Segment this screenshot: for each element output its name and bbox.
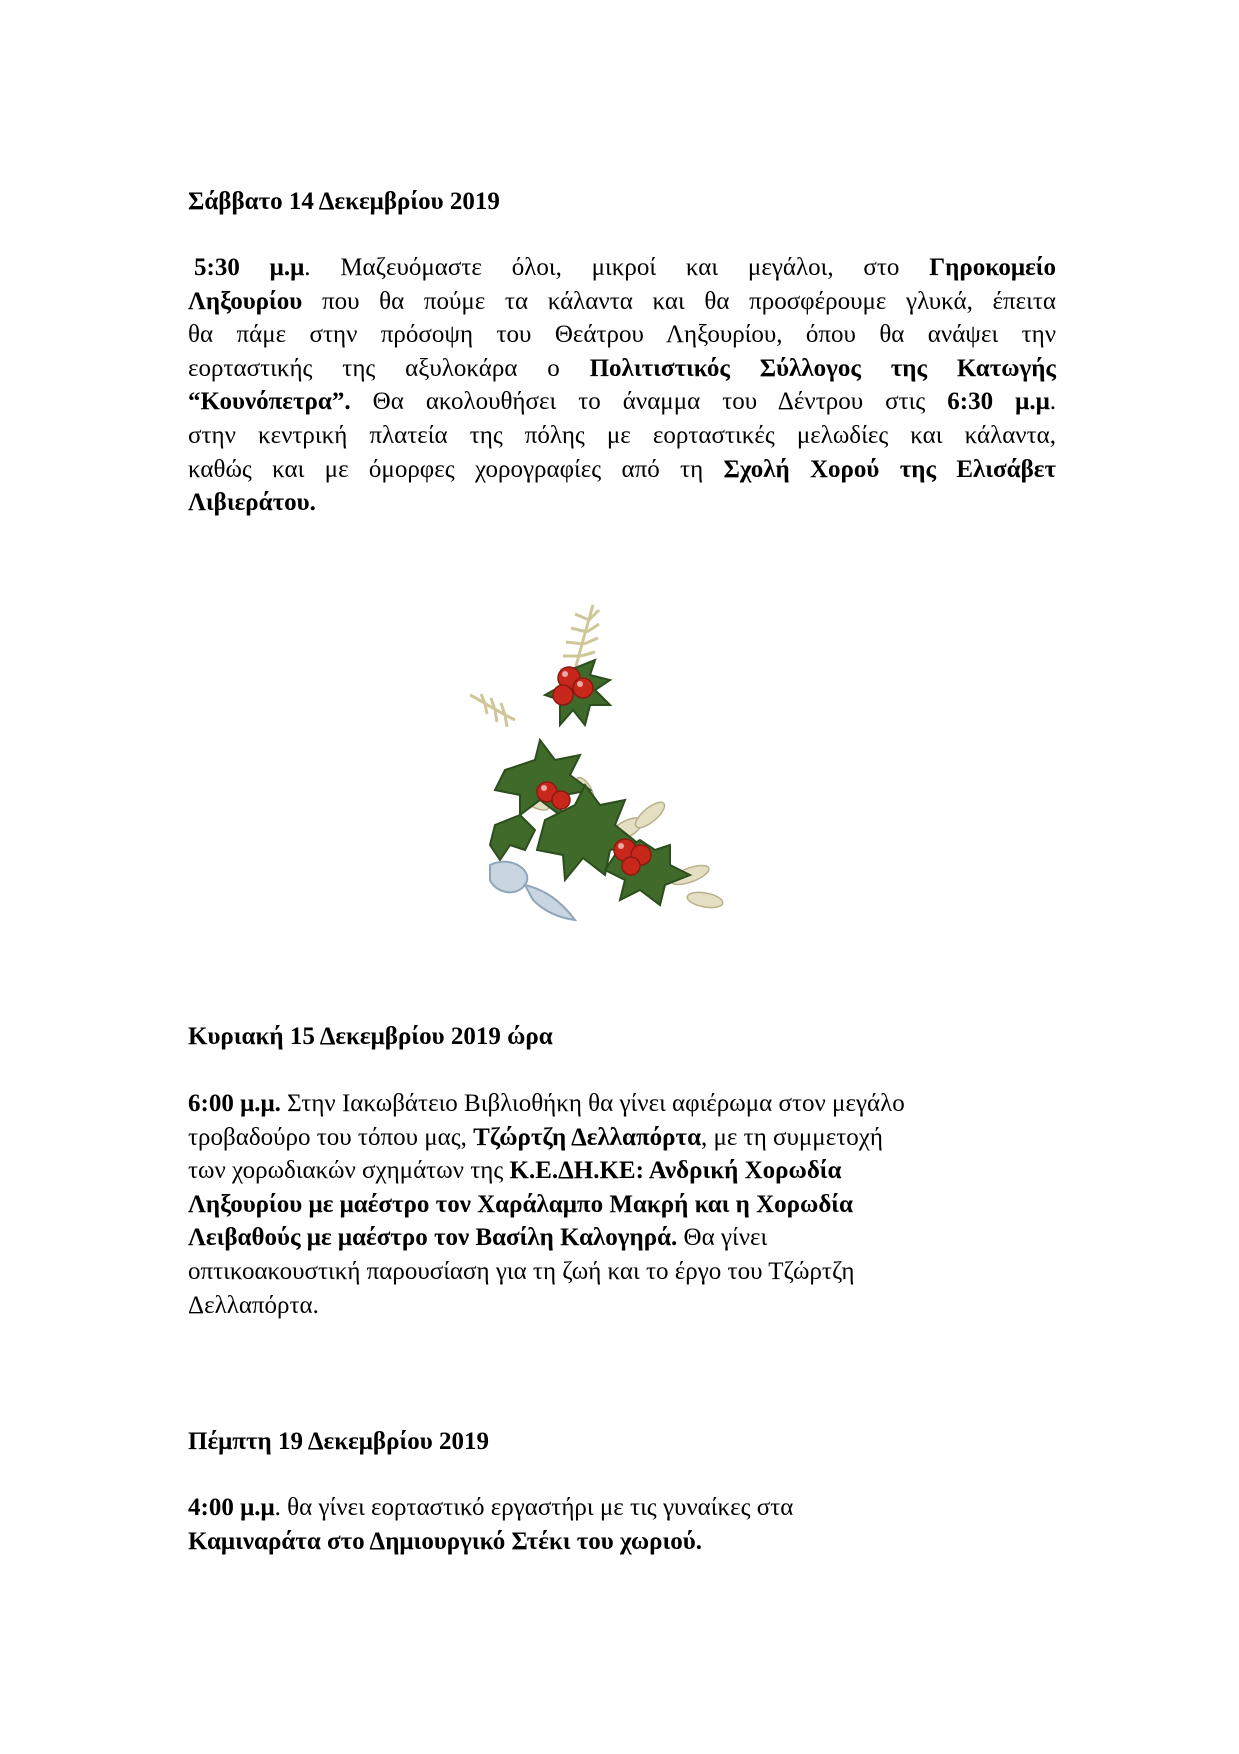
- text-line: [188, 1154, 1088, 1188]
- time-label: 6:00 μ.μ.: [188, 1090, 281, 1117]
- text-line: [188, 1188, 1088, 1222]
- organization-name: Ληξουρίου με μαέστρο τον Χαράλαμπο Μακρή και η Χορωδία: [188, 1190, 854, 1218]
- text-line: [188, 486, 1056, 520]
- text-run: Στην Ιακωβάτειο Βιβλιοθήκη θα γίνει αφιέρωμα στον μεγάλο: [280, 1090, 905, 1117]
- text-line: [188, 285, 1056, 319]
- text-run: Θα ακολουθήσει το άναμμα του Δέντρου στις: [350, 388, 948, 416]
- section-1-paragraph: [188, 251, 1056, 520]
- section-3-paragraph: [188, 1491, 1088, 1558]
- text-line: θα πάμε στην πρόσοψη του Θεάτρου Ληξουρίου, όπου θα ανάψει την: [188, 321, 1056, 349]
- organization-name: “Κουνόπετρα”.: [188, 388, 351, 416]
- text-line: [188, 453, 1056, 487]
- text-line: [188, 251, 1056, 285]
- holly-decoration-image: [465, 600, 725, 960]
- section-2-paragraph: [188, 1087, 1088, 1322]
- venue-name: Καμιναράτα στο Δημιουργικό Στέκι του χωριού.: [188, 1527, 702, 1555]
- text-run: . θα γίνει εορταστικό εργαστήρι με τις γυναίκες στα: [274, 1494, 794, 1521]
- text-run: .: [1049, 388, 1056, 416]
- text-run: καθώς και με όμορφες χορογραφίες από τη: [188, 455, 724, 483]
- text-run: Θα γίνει: [677, 1224, 768, 1252]
- section-2-heading: Κυριακή 15 Δεκεμβρίου 2019 ώρα: [188, 1023, 553, 1050]
- time-label: 5:30 μ.μ: [194, 254, 305, 281]
- text-line: στην κεντρική πλατεία της πόλης με εορταστικές μελωδίες και κάλαντα,: [188, 421, 1056, 449]
- section-1-heading: Σάββατο 14 Δεκεμβρίου 2019: [188, 188, 500, 215]
- text-line: [188, 1087, 1088, 1121]
- text-line: [188, 1491, 1088, 1525]
- text-run: , με τη συμμετοχή: [701, 1123, 883, 1151]
- section-3-heading: Πέμπτη 19 Δεκεμβρίου 2019: [188, 1428, 489, 1455]
- text-line: [188, 1221, 1088, 1255]
- organization-name: Πολιτιστικός Σύλλογος της Κατωγής: [589, 354, 1056, 382]
- person-name: Τζώρτζη Δελλαπόρτα: [473, 1123, 702, 1151]
- ribbon-icon: [490, 862, 575, 920]
- text-line: [188, 385, 1056, 419]
- organization-name: Σχολή Χορού της Ελισάβετ: [723, 455, 1056, 483]
- time-label: 6:30 μ.μ: [947, 388, 1050, 416]
- text-run: τροβαδούρο του τόπου μας,: [188, 1123, 474, 1151]
- text-line: [188, 352, 1056, 386]
- venue-name: Γηροκομείο: [929, 254, 1056, 281]
- time-label: 4:00 μ.μ: [188, 1494, 275, 1521]
- venue-name: Ληξουρίου: [188, 287, 303, 315]
- organization-name: Λιβιεράτου.: [188, 489, 316, 517]
- organization-name: Κ.Ε.ΔΗ.ΚΕ: Ανδρική Χορωδία: [509, 1157, 842, 1185]
- text-line: [188, 1121, 1088, 1155]
- text-line: Δελλαπόρτα.: [188, 1291, 319, 1319]
- text-run: των χορωδιακών σχημάτων της: [188, 1157, 510, 1185]
- text-line: [188, 1525, 1088, 1559]
- organization-name: Λειβαθούς με μαέστρο τον Βασίλη Καλογηρά.: [188, 1224, 678, 1252]
- text-run: που θα πούμε τα κάλαντα και θα προσφέρουμε γλυκά, έπειτα: [302, 287, 1056, 315]
- text-run: εορταστικής της αξυλοκάρα ο: [188, 354, 590, 382]
- text-run: . Μαζευόμαστε όλοι, μικροί και μεγάλοι, στο: [304, 254, 930, 281]
- text-line: οπτικοακουστική παρουσίαση για τη ζωή και το έργο του Τζώρτζη: [188, 1257, 855, 1285]
